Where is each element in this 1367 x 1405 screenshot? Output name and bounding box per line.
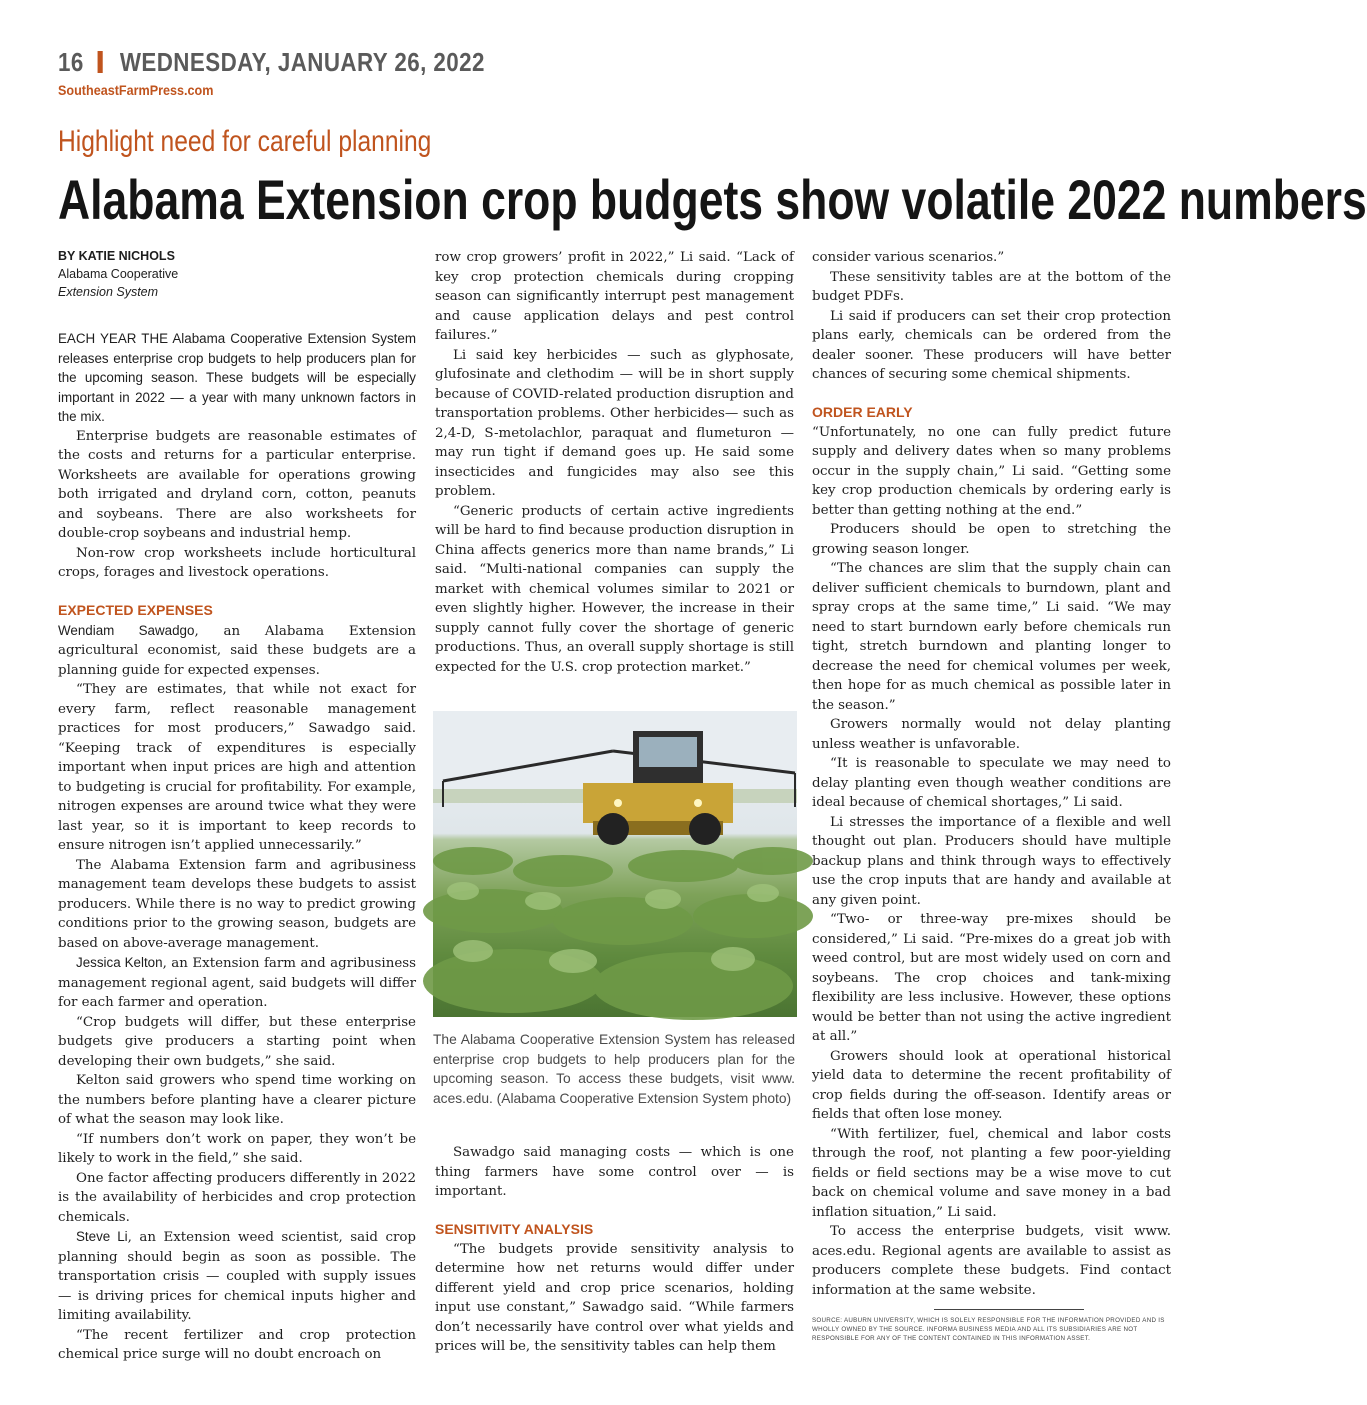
paragraph: “The recent fertilizer and crop protection chemical price surge will no doubt encroach on — [58, 1327, 416, 1362]
page-folio — [58, 46, 485, 78]
article-photo — [433, 711, 797, 1017]
paragraph — [58, 621, 416, 681]
paragraph: “Generic products of certain active ingredients will be hard to find because production disruption in China affects generics more than name brands,” Li said. “Multi-national companies can supply the market with chemical volumes similar to 2021 or even slightly higher. However, the increase in their supply cannot fully cover the shortage of generic productions. Thus, an overall supply shortage is still expected for the U.S. crop protection market.” — [435, 503, 794, 675]
author-affiliation: Alabama Cooperative — [58, 267, 179, 281]
paragraph: consider various scenarios.” — [812, 250, 1005, 265]
paragraph: “They are estimates, that while not exact for every farm, reflect reasonable management practices for most producers,” Sawadgo said. “Keeping track of expenditures is especially important when input prices are high and attention to budgeting is crucial for profitability. For example, nitrogen expenses are around twice what they were last year, so it is important to keep records to ensure nitrogen isn’t applied unnecessarily.” — [58, 682, 416, 853]
author-affiliation-2: Extension System — [58, 285, 159, 299]
paragraph: Li said key herbicides — such as glyphosate, glufosinate and clethodim — will be in short supply because of COVID-related production disruption and transportation problems. Other herbicides— such as 2,4-D, S-metolachlor, paraquat and flumeturon — may run tight if demand goes up. He said some insecticides and fungicides may also see this problem. — [435, 347, 794, 499]
paragraph: These sensitivity tables are at the bottom of the budget PDFs. — [812, 269, 1171, 304]
paragraph: Sawadgo said managing costs — which is one thing farmers have some control over — is important. — [435, 1145, 794, 1199]
kicker: Highlight need for careful planning — [58, 125, 432, 158]
paragraph: “It is reasonable to speculate we may need to delay planting even though weather conditions are ideal because of chemical shortages,” Li said. — [812, 756, 1171, 810]
paragraph: Li said if producers can set their crop protection plans early, chemicals can be ordered from the dealer sooner. These producers will have better chances of securing some chemical shipments. — [812, 308, 1171, 382]
headline: Alabama Extension crop budgets show volatile 2022 numbers — [58, 168, 1367, 231]
paragraph: “The budgets provide sensitivity analysis to determine how net returns would differ under different yield and crop price scenarios, holding input use constant,” Sawadgo said. “While farmers don’t necessarily have control over what yields and prices will be, the sensitivity tables can help them — [435, 1241, 794, 1354]
paragraph: Kelton said growers who spend time working on the numbers before planting have a clearer picture of what the season may look like. — [58, 1073, 416, 1127]
subhead-sensitivity-analysis: SENSITIVITY ANALYSIS — [435, 1220, 594, 1237]
paragraph: One factor affecting producers differently in 2022 is the availability of herbicides and crop protection chemicals. — [58, 1170, 416, 1225]
paragraph: Growers should look at operational historical yield data to determine the recent profitability of crop fields during the off-season. Identify areas or fields that often lose money. — [812, 1048, 1171, 1122]
subhead-expected-expenses: EXPECTED EXPENSES — [58, 601, 213, 618]
paragraph: To access the enterprise budgets, visit www. aces.edu. Regional agents are available to assist as producers complete these budgets. Find contact information at the same website. — [812, 1224, 1171, 1298]
source-divider — [934, 1309, 1084, 1310]
sprayer-tractor-illustration — [433, 711, 797, 1017]
photo-caption: The Alabama Cooperative Extension System has released enterprise crop budgets to help producers plan for the upcoming season. To access these budgets, visit www. aces.edu. (Alabama Cooperative Extension System photo) — [433, 1032, 795, 1106]
column-3 — [812, 248, 1171, 1300]
paragraph: “Unfortunately, no one can fully predict future supply and delivery dates when so many problems occur in the supply chain,” Li said. “Getting some key crop production chemicals by ordering early is better than getting nothing at the end.” — [812, 424, 1171, 518]
paragraph: “Crop budgets will differ, but these enterprise budgets give producers a starting point when developing their own budgets,” she said. — [58, 1014, 416, 1069]
paragraph: row crop growers’ profit in 2022,” Li said. “Lack of key crop protection chemicals during cropping season can significantly interrupt pest management and cause application delays and pest control failures.” — [435, 250, 794, 343]
paragraph: Growers normally would not delay planting unless weather is unfavorable. — [812, 717, 1171, 752]
paragraph-text: , an Extension weed scientist, said crop planning should begin as soon as possible. The transportation crisis — coupled with supply issues — is driving prices for chemical inputs higher and limiting availability. — [58, 1230, 416, 1323]
person-name: Steve Li — [76, 1229, 128, 1244]
column-2 — [435, 248, 794, 677]
person-name: Jessica Kelton — [76, 955, 163, 970]
paragraph — [58, 953, 416, 1013]
paragraph-text: , an Extension farm and agribusiness management regional agent, said budgets will differ for each farmer and operation. — [58, 956, 416, 1010]
subhead-order-early: ORDER EARLY — [812, 403, 913, 420]
page-number: 16 — [58, 47, 84, 77]
column-2-lower — [435, 1143, 794, 1357]
paragraph-text: , an Alabama Extension agricultural economist, said these budgets are a planning guide for expected expenses. — [58, 623, 417, 678]
paragraph — [58, 1227, 416, 1326]
paragraph: “Two- or three-way pre-mixes should be considered,” Li said. “Pre-mixes do a great job with weed control, but are most widely used on corn and soybeans. The crop choices and tank-mixing flexibility are less inclusive. However, these options would be better than not using the active ingredient at all.” — [812, 912, 1171, 1044]
paragraph: Enterprise budgets are reasonable estimates of the costs and returns for a particular enterprise. Worksheets are available for operations growing both irrigated and dryland corn, cotton, peanuts and soybeans. There are also worksheets for double-crop soybeans and industrial hemp. — [58, 428, 416, 541]
folio-divider — [97, 51, 102, 73]
source-note: SOURCE: AUBURN UNIVERSITY, WHICH IS SOLELY RESPONSIBLE FOR THE INFORMATION PROVIDED AND IS WHOLLY OWNED BY THE SOURCE. INFORMA BUSINESS MEDIA AND ALL ITS SUBSIDIARIES ARE NOT RESPONSIBLE FOR ANY OF THE CONTENT CONTAINED IN THIS INFORMATION ASSET. — [812, 1317, 1165, 1342]
paragraph: Non-row crop worksheets include horticultural crops, forages and livestock operations. — [58, 545, 416, 580]
paragraph: Producers should be open to stretching the growing season longer. — [812, 522, 1171, 557]
column-1 — [58, 248, 416, 1365]
paragraph: The Alabama Extension farm and agribusiness management team develops these budgets to assist producers. While there is no way to predict growing conditions prior to the growing season, budgets are based on above-average management. — [58, 857, 416, 951]
paragraph: “The chances are slim that the supply chain can deliver sufficient chemicals to burndown, plant and spray crops at the same time,” Li said. “We may need to start burndown early before chemicals run tight, stretch burndown and planting longer to decrease the need for chemical volumes per week, then hope for as much chemical as possible later in the season.” — [812, 561, 1171, 713]
site-name: SoutheastFarmPress.com — [58, 82, 214, 98]
byline: BY KATIE NICHOLS — [58, 249, 175, 263]
paragraph: “If numbers don’t work on paper, they won’t be likely to work in the field,” she said. — [58, 1131, 416, 1166]
lede-paragraph: EACH YEAR THE Alabama Cooperative Extension System releases enterprise crop budgets to help producers plan for the upcoming season. These budgets will be especially important in 2022 — a year with many unknown factors in the mix. — [58, 331, 416, 424]
paragraph: Li stresses the importance of a flexible and well thought out plan. Producers should have multiple backup plans and think through ways to effectively use the crop inputs that are handy and available at any given point. — [812, 814, 1171, 908]
person-name: Wendiam Sawadgo — [58, 622, 195, 638]
issue-date: WEDNESDAY, JANUARY 26, 2022 — [119, 47, 485, 77]
paragraph: “With fertilizer, fuel, chemical and labor costs through the roof, not planting a few poor-yielding fields or field sections may be a wise move to cut back on chemical volume and save money in a bad inflation situation,” Li said. — [812, 1126, 1171, 1220]
